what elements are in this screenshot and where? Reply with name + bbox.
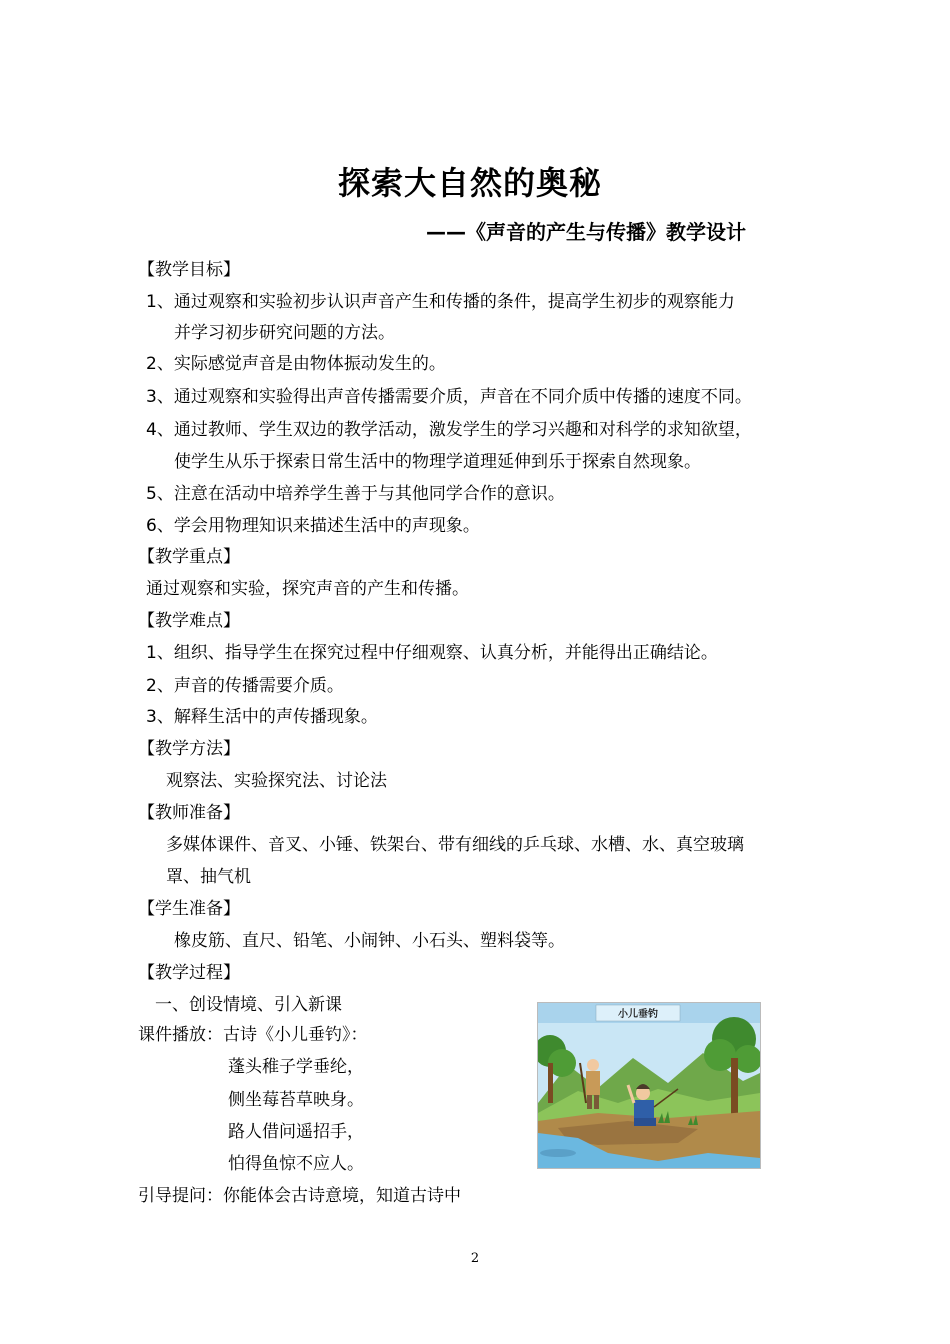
key-points-text: 通过观察和实验，探究声音的产生和传播。 (146, 579, 469, 599)
difficulty-item: 1、组织、指导学生在探究过程中仔细观察、认真分析，并能得出正确结论。 (146, 643, 718, 663)
difficulty-item: 3、解释生活中的声传播现象。 (146, 707, 378, 727)
guide-question: 引导提问：你能体会古诗意境，知道古诗中 (138, 1186, 461, 1206)
teacher-prep-heading: 【教师准备】 (138, 803, 240, 823)
illustration-caption: 小儿垂钓 (618, 1009, 658, 1020)
process-section-title: 一、创设情境、引入新课 (155, 995, 342, 1015)
objective-item: 3、通过观察和实验得出声音传播需要介质，声音在不同介质中传播的速度不同。 (146, 387, 752, 407)
process-heading: 【教学过程】 (138, 963, 240, 983)
page-title: 探索大自然的奥秘 (337, 164, 602, 202)
student-prep-text: 橡皮筋、直尺、铅笔、小闹钟、小石头、塑料袋等。 (174, 931, 565, 951)
poem-line: 蓬头稚子学垂纶， (228, 1057, 364, 1077)
poem-line: 怕得鱼惊不应人。 (228, 1154, 364, 1174)
student-prep-heading: 【学生准备】 (138, 899, 240, 919)
page-number: 2 (470, 1251, 480, 1266)
objective-item: 使学生从乐于探索日常生活中的物理学道理延伸到乐于探索自然现象。 (174, 452, 701, 472)
fishing-scene-image (538, 1003, 760, 1168)
objective-item: 1、通过观察和实验初步认识声音产生和传播的条件，提高学生初步的观察能力 (146, 292, 735, 312)
objective-item: 6、学会用物理知识来描述生活中的声现象。 (146, 516, 480, 536)
key-points-heading: 【教学重点】 (138, 547, 240, 567)
methods-text: 观察法、实验探究法、讨论法 (166, 771, 387, 791)
methods-heading: 【教学方法】 (138, 739, 240, 759)
objective-item: 5、注意在活动中培养学生善于与其他同学合作的意识。 (146, 484, 565, 504)
teacher-prep-line: 罩、抽气机 (166, 867, 251, 887)
courseware-line: 课件播放：古诗《小儿垂钓》： (138, 1025, 368, 1045)
poem-line: 路人借问遥招手， (228, 1122, 364, 1142)
difficulty-item: 2、声音的传播需要介质。 (146, 676, 344, 696)
page-subtitle: ——《声音的产生与传播》教学设计 (426, 220, 746, 244)
objective-item: 2、实际感觉声音是由物体振动发生的。 (146, 354, 446, 374)
fishing-illustration (537, 1002, 761, 1169)
objective-item: 并学习初步研究问题的方法。 (174, 323, 395, 343)
poem-line: 侧坐莓苔草映身。 (228, 1090, 364, 1110)
objective-item: 4、通过教师、学生双边的教学活动，激发学生的学习兴趣和对科学的求知欲望， (146, 420, 752, 440)
difficulties-heading: 【教学难点】 (138, 611, 240, 631)
objectives-heading: 【教学目标】 (138, 260, 240, 280)
teacher-prep-line: 多媒体课件、音叉、小锤、铁架台、带有细线的乒乓球、水槽、水、真空玻璃 (166, 835, 744, 855)
